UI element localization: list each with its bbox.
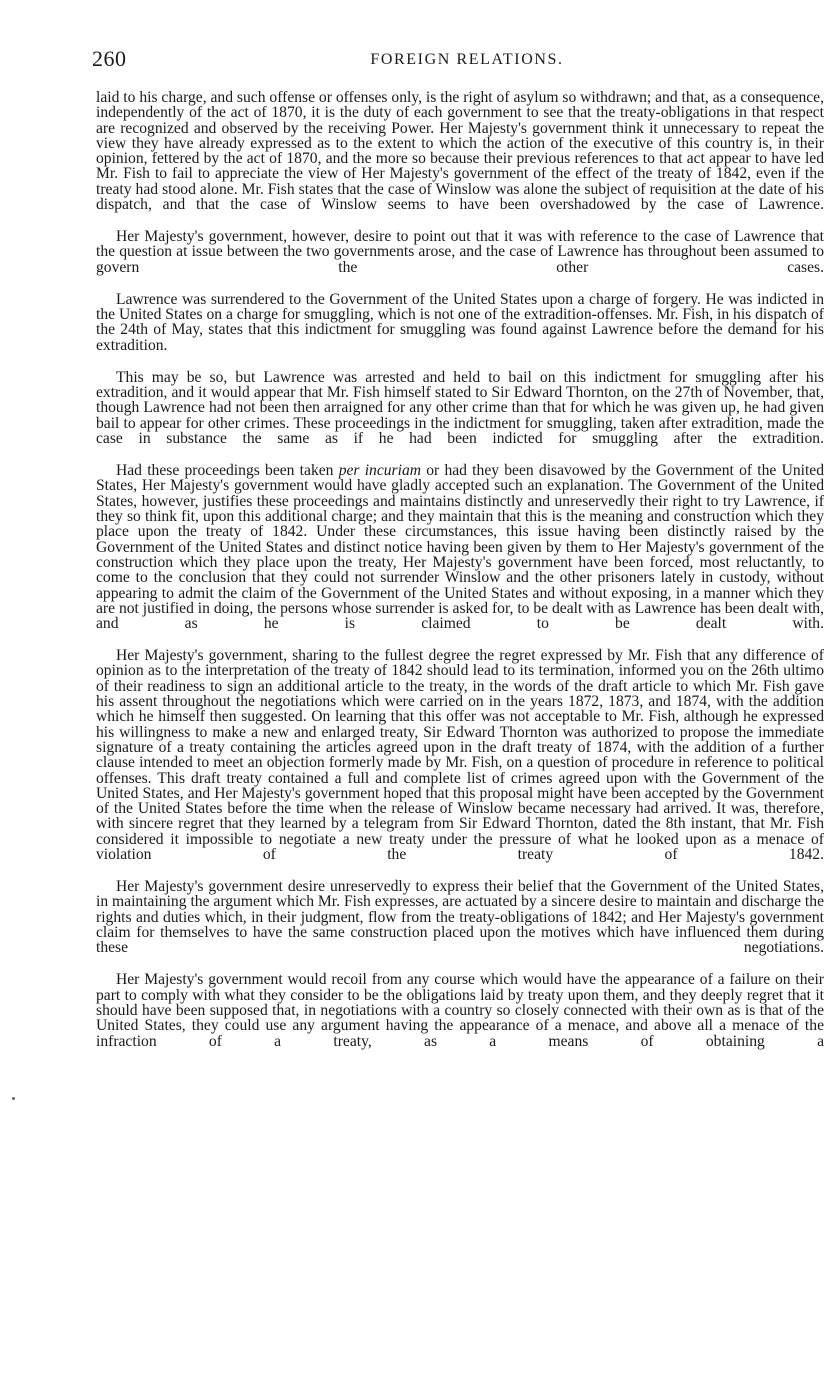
paragraph-2: Her Majesty's government, however, desire to point out that it was with reference to the case of Lawrence that the question at issue between the two governments arose, and the case of Lawrence has throughout been assumed to govern the other cases.: [96, 228, 824, 276]
paragraph-5-lead: Had these proceedings been taken: [116, 462, 339, 480]
paragraph-4: This may be so, but Lawrence was arrested and held to bail on this indictment for smuggling after his extradition, and it would appear that Mr. Fish himself stated to Sir Edward Thornton, on the 27th of November, that, though Lawrence had not been then arraigned for any other crime than that for which he was given up, he had given bail to appear for other crimes. These proceedings in the indictment for smuggling, taken after extradition, made the case in substance the same as if he had been indicted for smuggling after the extradition.: [96, 368, 824, 448]
body-text: [96, 90, 824, 1066]
paragraph-3: Lawrence was surrendered to the Government of the United States upon a charge of forgery. He was indicted in the United States on a charge for smuggling, which is not one of the extradition-offenses. Mr. Fish, in his dispatch of the 24th of May, states that this indictment for smuggling was found against Lawrence before the demand for his extradition.: [96, 290, 824, 354]
paragraph-6: Her Majesty's government, sharing to the fullest degree the regret expressed by Mr. Fish that any difference of opinion as to the interpretation of the treaty of 1842 should lead to its termination, informed you on the 26th ultimo of their readiness to sign an additional article to the treaty, in the words of the draft article to which Mr. Fish gave his assent throughout the negotiations which were carried on in the years 1872, 1873, and 1874, with the addition which he himself then suggested. On learning that this offer was not acceptable to Mr. Fish, although he expressed his willingness to make a new and enlarged treaty, Sir Edward Thornton was authorized to propose the immediate signature of a treaty containing the articles agreed upon in the draft treaty of 1874, with the addition of a further clause intended to meet an objection formerly made by Mr. Fish, on a question of procedure in reference to political offenses. This draft treaty contained a full and complete list of crimes agreed upon with the Government of the United States, and Her Majesty's government hoped that this proposal might have been accepted by the Government of the United States before the time when the release of Winslow became necessary had arrived. It was, therefore, with sincere regret that they learned by a telegram from Sir Edward Thornton, dated the 8th instant, that Mr. Fish considered it impossible to negotiate a new treaty under the pressure of what he looked upon as a menace of violation of the treaty of 1842.: [96, 647, 824, 864]
paragraph-1: laid to his charge, and such offense or offenses only, is the right of asylum so withdrawn; and that, as a consequence, independently of the act of 1870, it is the duty of each government to see that the treaty-obligations in that respect are recognized and observed by the receiving Power. Her Majesty's government think it unnecessary to repeat the view they have already expressed as to the extent to which the action of the executive of this country is, in their opinion, fettered by the act of 1870, and the more so because their previous references to that act appear to have led Mr. Fish to fail to appreciate the view of Her Majesty's government of the effect of the treaty of 1842, even if the treaty had stood alone. Mr. Fish states that the case of Winslow was alone the subject of requisition at the date of his dispatch, and that the case of Winslow seems to have been overshadowed by the case of Lawrence.: [96, 89, 824, 214]
paragraph-8: Her Majesty's government would recoil from any course which would have the appearance of a failure on their part to comply with what they consider to be the obligations laid by treaty upon them, and they deeply regret that it should have been supposed that, in negotiations with a country so closely connected with their own as is that of the United States, they could use any argument having the appearance of a menace, and above all a menace of the infraction of a treaty, as a means of obtaining a: [96, 971, 824, 1050]
paragraph-5: [96, 463, 824, 647]
paragraph-5-rest: or had they been disavowed by the Government of the United States, Her Majesty's government would have gladly accepted such an explanation. The Government of the United States, however, justifies these proceedings and maintains distinctly and unreservedly their right to try Lawrence, if they so think fit, upon this additional charge; and they maintain that this is the meaning and construction which they place upon the treaty of 1842. Under these circumstances, this issue having been distinctly raised by the Government of the United States and distinct notice having been given by them to Her Majesty's government of the construction which they place upon the treaty, Her Majesty's government have been forced, most reluctantly, to come to the conclusion that they could not surrender Winslow and the other prisoners lately in custody, without appearing to admit the claim of the Government of the United States and without exposing, in a manner which they are not justified in doing, the persons whose surrender is asked for, to be dealt with as Lawrence has been dealt with, and as he is claimed to be dealt with.: [96, 462, 825, 633]
margin-speck: [12, 1097, 15, 1100]
page-header: [92, 44, 812, 74]
running-head: FOREIGN RELATIONS.: [370, 51, 564, 68]
paragraph-7: Her Majesty's government desire unreservedly to express their belief that the Government of the United States, in maintaining the argument which Mr. Fish expresses, are actuated by a sincere desire to maintain and discharge the rights and duties which, in their judgment, flow from the treaty-obligations of 1842; and Her Majesty's government claim for themselves to have the same construction placed upon the motives which have influenced them during these negotiations.: [96, 878, 824, 957]
page-number: 260: [92, 46, 127, 71]
latin-phrase: per incuriam: [338, 462, 422, 480]
